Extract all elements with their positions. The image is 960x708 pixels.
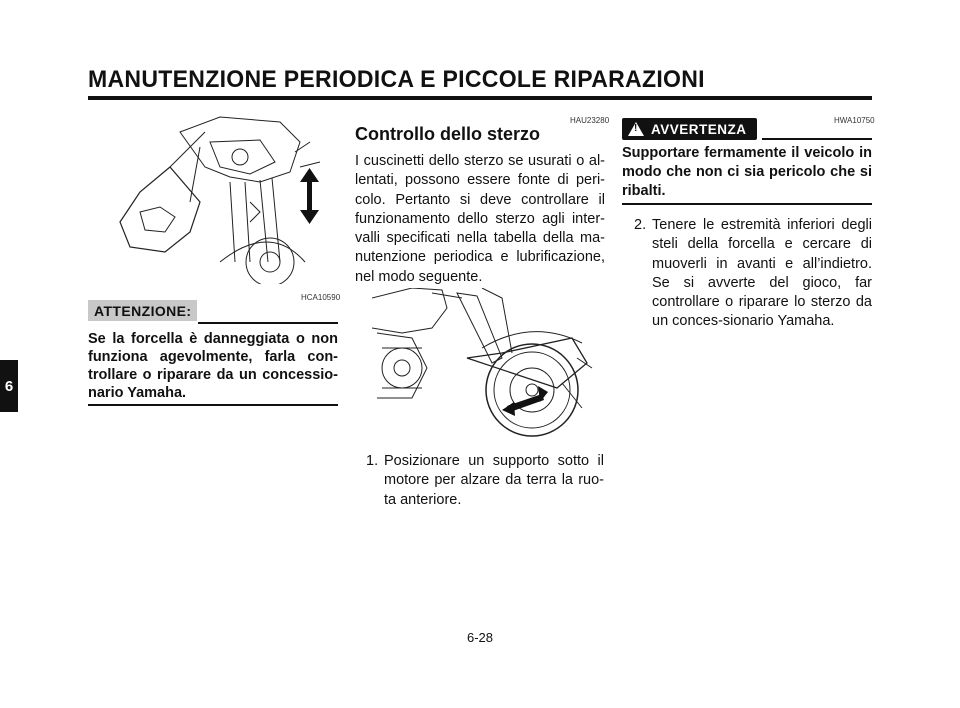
step-2-number: 2. — [634, 217, 647, 233]
attention-rule — [198, 322, 338, 324]
attention-label: ATTENZIONE: — [88, 300, 197, 321]
warning-label: AVVERTENZA — [651, 121, 747, 137]
step-1 — [366, 452, 604, 510]
section-code: HAU23280 — [570, 116, 610, 125]
attention-bottom-rule — [88, 404, 338, 406]
page-title: MANUTENZIONE PERIODICA E PICCOLE RIPARAZIONI — [88, 66, 705, 93]
step-2 — [634, 216, 872, 332]
step-1-text: Posizionare un supporto sotto il motore per alzare da terra la ruo-ta anteriore. — [384, 453, 604, 508]
title-rule — [88, 96, 872, 100]
page-number: 6-28 — [466, 630, 494, 645]
warning-text: Supportare fermamente il veicolo in modo che non ci sia pericolo che si ribalti. — [622, 145, 872, 199]
figure-code: HCA10590 — [301, 293, 341, 302]
fork-illustration — [110, 112, 340, 284]
front-wheel-illustration — [372, 288, 594, 440]
step-2-text: Tenere le estremità inferiori degli steli della forcella e cercare di muoverli in avanti e all’indietro. Se si avverte del gioco, far controllare o riparare lo sterzo da un conces-sionario Yamaha. — [652, 217, 872, 330]
step-1-number: 1. — [366, 453, 379, 469]
warning-code: HWA10750 — [834, 116, 875, 125]
warning-bottom-rule — [622, 203, 872, 205]
attention-text: Se la forcella è danneggiata o non funziona agevolmente, farla con-trollare o riparare da un concessio-nario Yamaha. — [88, 331, 338, 401]
warning-icon — [628, 122, 644, 136]
chapter-tab: 6 — [0, 360, 18, 412]
section-heading: Controllo dello sterzo — [355, 124, 541, 144]
warning-badge — [622, 118, 757, 140]
warning-rule — [762, 138, 872, 140]
body-paragraph: I cuscinetti dello sterzo se usurati o al-lentati, possono essere fonte di peri-colo. Pertanto si deve controllare il funzionamento dello sterzo agli inter-valli specificati nella tabella della ma-nutenzione periodica e lubrificazione, nel modo seguente. — [355, 153, 605, 285]
